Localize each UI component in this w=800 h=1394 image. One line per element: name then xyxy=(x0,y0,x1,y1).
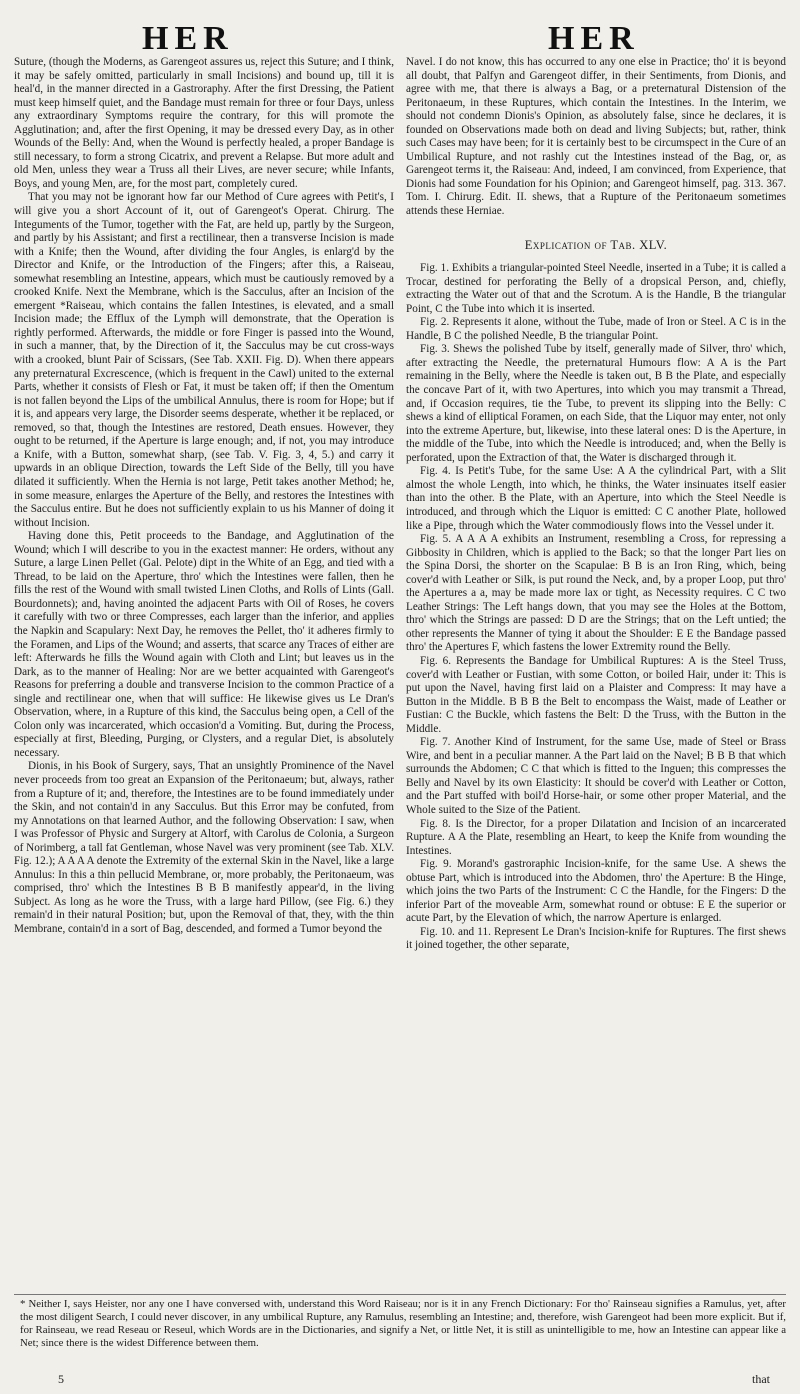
paragraph: Navel. I do not know, this has occurred to any one else in Practice; tho' it is beyond all doubt, that Palfyn and Garengeot differ, in their Sentiments, from Dionis, and agree with me, that there is always a Bag, or a preternatural Distension of the Peritonaeum, in these Ruptures, which contain the Intestines. In the Interim, we should not condemn Dionis's Opinion, as absolutely false, since he declares, it is founded on Observations made both on dead and living Subjects; but, rather, think such Cases may have been; for it is certainly best to be circumspect in the Cure of an Umbilical Rupture, and not rashly cut the Intestines instead of the Bag, or, as Garengeot terms it, the Raiseau: And, indeed, I am convinced, from Experience, that Dionis had some Foundation for his Opinion; and Garengeot himself, pag. 313. 367. Tom. I. Chirurg. Edit. II. shews, that a Rupture of the Peritonaeum sometimes attends these Herniae. xyxy=(406,56,786,218)
paragraph: Having done this, Petit proceeds to the Bandage, and Agglutination of the Wound; which I will describe to you in the exactest manner: He orders, without any Suture, a large Linen Pellet (Gal. Pelote) dipt in the White of an Egg, and tied with a Thread, to be laid on the Aperture, thro' which the Intestines were fallen, then he fills the rest of the Wound with small twisted Linen Cloths, and Rolls of Lints (Gall. Bourdonnets); and, having anointed the adjacent Parts with Oil of Roses, he covers it carefully with two or three Compresses, each larger than the inferior, and applies the Napkin and Scapulary: Next Day, he removes the Pellet, tho' it adheres firmly to the Foramen, and Lips of the Wound; and asserts, that scarce any Traces of either are left: Afterwards he fills the Wound again with Cloth and Lint; but leaves us in the Dark, as to the manner of Healing: Nor are we better acquainted with Garengeot's Reasons for preferring a double and transverse Incision to the common Practice of a single and rectilinear one, when that will suffice: He likewise gives us Le Dran's Observation, where, in a Rupture of this kind, the Sacculus being open, a Cell of the Colon only was incarcerated, which occasion'd a Vomiting. But, during the Process, especially at first, Bleeding, Purging, or Clysters, and a regular Diet, is absolutely necessary. xyxy=(14,530,394,759)
running-head-right: HER xyxy=(548,20,640,57)
signature-mark: 5 xyxy=(58,1372,64,1386)
running-head-left: HER xyxy=(142,20,234,57)
figure-explanation: Fig. 3. Shews the polished Tube by itself, generally made of Silver, thro' which, after extracting the Needle, the preternatural Humours flow: A A is the Part remaining in the Belly, where the Needle is taken out, B B the Plate, and especially the concave Part of it, with two Apertures, into which you may transmit a Thread, and, if Occasion requires, tie the Tube, to prevent its slipping into the Belly: C shews a kind of elliptical Foramen, on each Side, that the Liquor may enter, not only into the extreme Aperture, but, likewise, into these lateral ones: D is the Aperture, in the middle of the Tube, into which the Needle is introduced; and, when the Belly is perforated, upon the Extraction of that, the Water is discharged through it. xyxy=(406,343,786,464)
footnote: * Neither I, says Heister, nor any one I have conversed with, understand this Word Raiseau; nor is it in any French Dictionary: For tho' Rainseau signifies a Ramulus, yet, after the most diligent Search, I could never discover, in any umbilical Rupture, any Ramulus, resembling an Intestine; and, therefore, wish Garengeot had been more explicit. But if, for Rainseau, we read Reseau or Reseul, which Words are in the Dictionaries, and signify a Net, or little Net, it is still as unintelligible to me, how an Intestine can appear like a Net; since there is the widest Difference between them. xyxy=(20,1298,786,1349)
figure-explanation: Fig. 7. Another Kind of Instrument, for the same Use, made of Steel or Brass Wire, and bent in a peculiar manner. A the Part laid on the Navel; B B B that which surrounds the Abdomen; C C that which is fitted to the Inguen; this compresses the Belly and Navel by its own Elasticity: It should be cover'd with Leather or Cotton, and the Part stuffed with boil'd Horse-hair, or some other proper Material, and the Whole suited to the Size of the Patient. xyxy=(406,736,786,816)
paragraph: Suture, (though the Moderns, as Garengeot assures us, reject this Suture; and I think, it may be safely omitted, particularly in small Incisions) and bound up, till it is heal'd, in the manner directed in a Gastroraphy. After the first Dressing, the Patient must keep himself quiet, and the Bandage must remain for three or four Days, unless any extraordinary Symptoms require the contrary, for this will promote the Agglutination; and, after the first Opening, it may be dressed every Day, as in other Wounds of the Belly: And, when the Wound is perfectly healed, a proper Bandage is still necessary, to form a strong Cicatrix, and prevent a Relapse. But more adult and old Men, unless they wear a Truss all their Lives, are never secure; while Infants, Boys, and young Men, are, for the most part, completely cured. xyxy=(14,56,394,190)
right-column xyxy=(406,56,786,953)
figure-explanation: Fig. 2. Represents it alone, without the Tube, made of Iron or Steel. A C is in the Handle, B C the polished Needle, B the triangular Point. xyxy=(406,316,786,342)
left-column xyxy=(14,56,394,937)
figure-explanation: Fig. 6. Represents the Bandage for Umbilical Ruptures: A is the Steel Truss, cover'd with Leather or Fustian, with some Cotton, or boiled Hair, under it: This is put upon the Navel, having first laid on a Plaister and Compress: It may have a Button in the Middle. B B B the Belt to encompass the Waist, made of Leather or Fustian: C the Buckle, which fastens the Belt: D the Truss, with the Button in the Middle. xyxy=(406,654,786,735)
catchword: that xyxy=(752,1372,770,1386)
figure-explanation: Fig. 5. A A A A exhibits an Instrument, resembling a Cross, for repressing a Gibbosity in Children, which is applied to the Back; so that the longer Part lies on the Spina Dorsi, the shorter on the Scapulae: B B is an Iron Ring, which, being cover'd with Leather or Silk, is put round the Neck, and, by a proper Loop, put thro' the Apertures a a, may be made more lax or tight, as Necessity requires. C C two Leather Strings: The Left hangs down, that you may see the Holes at the Bottom, thro' which the Strings are passed: D D are the Strings; that on the Left untied; the other represents the Manner of tying it about the Shoulder: E E the Bandage passed thro' the Apertures F, which fastens the lower Extremity round the Belly. xyxy=(406,533,786,654)
footnote-divider xyxy=(14,1294,786,1295)
figure-explanation: Fig. 1. Exhibits a triangular-pointed Steel Needle, inserted in a Tube; it is called a Trocar, destined for perforating the Belly of a dropsical Person, and, chiefly, extracting the Water out of that and the Scrotum. A is the Handle, B the triangular Point, C the Tube into which it is inserted. xyxy=(406,262,786,315)
figure-explanation: Fig. 4. Is Petit's Tube, for the same Use: A A the cylindrical Part, with a Slit almost the whole Length, into which, he thinks, the Water insinuates itself easier than into the other. B the Plate, with an Aperture, into which the Steel Needle is introduced, and through which the Liquor is emitted: C C another Plate, hollowed like a Pipe, through which the Water commodiously flows into the Vessel under it. xyxy=(406,465,786,532)
paragraph: Dionis, in his Book of Surgery, says, That an unsightly Prominence of the Navel never proceeds from too great an Expansion of the Peritonaeum; but, always, rather from a Rupture of it; and, therefore, the Intestines are to be found immediately under the Skin, and not contain'd in any Sacculus. But this Error may be confuted, from my Annotations on that learned Author, and the following Observation: I saw, when I was Professor of Physic and Surgery at Altorf, with Carolus de Colonia, a Surgeon of Norimberg, a tall fat Gentleman, whose Navel was very prominent (see Tab. XLV. Fig. 12.); A A A A denote the Extremity of the external Skin in the Navel, like a large Annulus: In this a thin pellucid Membrane, or, more probably, the Peritonaeum, was comprised, thro' which the Intestines B B B manifestly appear'd, in the living Subject. As long as he wore the Truss, with a large hard Pillow, (see Fig. 6.) they remain'd in their natural Position; but, upon the Removal of that, they, with the thin Membrane, contain'd in a sort of Bag, descended, and formed a Tumor beyond the xyxy=(14,760,394,935)
paragraph: That you may not be ignorant how far our Method of Cure agrees with Petit's, I will give you a short Account of it, out of Garengeot's Operat. Chirurg. The Integuments of the Tumor, together with the Fat, are held up, partly by the Surgeon, and partly by his Assistant; and first a rectilinear, then a transverse Incision is made with a Knife; then the Wound, after dividing the four Angles, is enlarg'd by the Director and Knife, or the Introduction of the Fingers; after this, a Raiseau, somewhat resembling an Intestine, appears, which must be cautiously removed by a crooked Knife. Next the Membrane, which is the Sacculus, after an Incision of the emergent *Raiseau, which contains the fallen Intestines, is elevated, and a small Incision made; the Efflux of the Lymph will demonstrate, that the Operation is rightly performed. Afterwards, the middle or fore Finger is passed into the Wound, in such a manner, that, by the Direction of it, the Sacculus may be cut cross-ways with a crooked, blunt Pair of Scissars, (See Tab. XXII. Fig. D). When there appears any preternatural Excrescence, (which is frequent in the Cawl) united to the external Parts, whether it consists of Flesh or Fat, it must be taken off; if then the Omentum is not fallen beyond the Lips of the umbilical Annulus, there is room for Hope; but if it is, and appears very large, the Disorder seems desperate, whether it be replaced, or removed, so that, though the Intestines are restored, Death ensues. However, they ought to be returned, if the Aperture is large enough; and, if not, you may introduce a Knife, with a Button, somewhat sharp, (see Tab. V. Fig. 3, 4, 5.) and carry it upwards in an oblique Direction, towards the Left Side of the Belly, till you have dilated it sufficiently. When the Hernia is not large, Petit takes another Method; he, in some measure, enlarges the Aperture of the Belly, and restores the Intestines with the Sacculus entire. But he does not sufficiently explain to us his Manner of doing it without Incision. xyxy=(14,191,394,529)
figure-explanation: Fig. 8. Is the Director, for a proper Dilatation and Incision of an incarcerated Rupture. A A the Plate, resembling an Heart, to keep the Knife from wounding the Intestines. xyxy=(406,817,786,857)
figure-explanation: Fig. 10. and 11. Represent Le Dran's Incision-knife for Ruptures. The first shews it joined together, the other separate, xyxy=(406,925,786,952)
section-title: Explication of Tab. XLV. xyxy=(524,237,668,252)
figure-explanation: Fig. 9. Morand's gastroraphic Incision-knife, for the same Use. A shews the obtuse Part, which is introduced into the Abdomen, thro' the Aperture: B the Hinge, which joins the two Parts of the Instrument: C C the Handle, for the Fingers: D the inferior Part of the moveable Arm, somewhat round or obtuse: E E the superior or acute Part, by the Elevation of which, the narrow Aperture is enlarged. xyxy=(406,858,786,925)
